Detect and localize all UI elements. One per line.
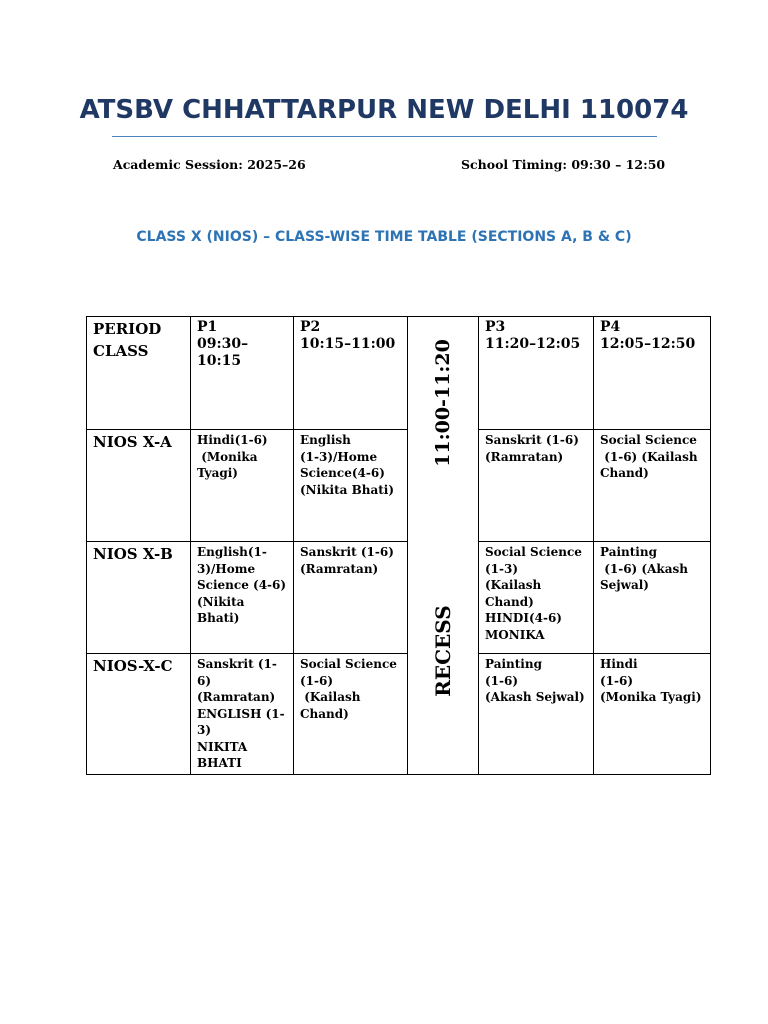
cell-text-line: (Monika Tyagi) xyxy=(600,690,702,704)
class-row-x-c xyxy=(87,654,711,775)
cell-text-line: Social Science xyxy=(485,545,582,559)
cell-text-line: (Akash Sejwal) xyxy=(485,690,585,704)
cell-text-line: Sejwal) xyxy=(600,578,649,592)
class-name-cell: NIOS X-A xyxy=(87,430,191,542)
cell-text-line: (1-3) xyxy=(485,561,519,576)
cell-text-line: Science (4-6) xyxy=(197,578,287,592)
timetable-subtitle: CLASS X (NIOS) – CLASS-WISE TIME TABLE (SECTIONS A, B & C) xyxy=(136,229,632,245)
period-time: 12:05–12:50 xyxy=(600,336,696,352)
recess-column xyxy=(408,317,479,775)
class-name-cell: NIOS X-B xyxy=(87,542,191,654)
cell-text-line: Sanskrit (1-6) xyxy=(197,657,277,688)
cell-text-line: (Ramratan) xyxy=(197,690,276,704)
cell-text-line: MONIKA xyxy=(485,627,545,642)
timetable-cell-p1 xyxy=(191,654,294,775)
cell-text-line: (1-6) (Kailash xyxy=(600,449,698,464)
period-name: P4 xyxy=(600,319,621,335)
cell-text-line: HINDI(4-6) xyxy=(485,611,562,625)
cell-text-line: (Nikita Bhati) xyxy=(197,594,249,625)
academic-session: Academic Session: 2025–26 xyxy=(113,157,306,172)
cell-text-line: Social Science xyxy=(300,657,397,671)
cell-text-line: (1-3)/Home xyxy=(300,449,378,464)
cell-text-line: Tyagi) xyxy=(197,466,238,480)
period-header-p1 xyxy=(191,317,294,430)
cell-text-line: BHATI xyxy=(197,756,242,770)
timetable-cell-p3 xyxy=(479,654,594,775)
period-header-p4 xyxy=(594,317,711,430)
cell-text-line: NIKITA xyxy=(197,739,248,754)
cell-text-line: (Monika xyxy=(197,449,258,464)
cell-text-line: (Kailash Chand) xyxy=(485,578,546,609)
title-underline xyxy=(112,136,657,137)
class-row-x-a xyxy=(87,430,711,542)
cell-text-line: (1-6) xyxy=(600,673,634,688)
class-row-x-b xyxy=(87,542,711,654)
corner-period-label: PERIOD xyxy=(93,320,162,338)
cell-text-line: Chand) xyxy=(300,706,349,721)
corner-class-label: CLASS xyxy=(93,342,149,360)
class-name-cell: NIOS-X-C xyxy=(87,654,191,775)
period-time: 09:30–10:15 xyxy=(197,336,249,369)
cell-text-line: (1-6) (Akash xyxy=(600,561,688,576)
cell-text-line: Hindi(1-6) xyxy=(197,433,268,447)
cell-text-line: ENGLISH (1- xyxy=(197,706,285,721)
document-title: ATSBV CHHATTARPUR NEW DELHI 110074 xyxy=(79,95,689,125)
cell-text-line: (Ramratan) xyxy=(485,449,564,464)
corner-cell xyxy=(87,317,191,430)
cell-text-line: Social Science xyxy=(600,433,697,447)
timetable-cell-p3 xyxy=(479,542,594,654)
cell-text-line: Sanskrit (1-6) xyxy=(300,545,394,559)
cell-text-line: English(1- xyxy=(197,545,267,559)
timetable-cell-p4 xyxy=(594,654,711,775)
period-header-p3 xyxy=(479,317,594,430)
timetable-cell-p2 xyxy=(294,430,408,542)
cell-text-line: Science(4-6) xyxy=(300,466,385,480)
period-name: P3 xyxy=(485,319,506,335)
cell-text-line: (Nikita Bhati) xyxy=(300,482,394,497)
cell-text-line: Chand) xyxy=(600,466,649,480)
cell-text-line: (1-6) xyxy=(300,673,334,688)
cell-text-line: Sanskrit (1-6) xyxy=(485,433,579,447)
period-time: 10:15–11:00 xyxy=(300,336,396,352)
period-name: P2 xyxy=(300,319,321,335)
cell-text-line: 3) xyxy=(197,723,212,737)
timetable-cell-p1 xyxy=(191,542,294,654)
period-name: P1 xyxy=(197,319,218,335)
cell-text-line: English xyxy=(300,433,351,447)
school-timing: School Timing: 09:30 – 12:50 xyxy=(461,157,666,172)
cell-text-line: (Kailash xyxy=(300,690,361,704)
timetable xyxy=(86,316,711,775)
recess-label: RECESS xyxy=(430,605,455,697)
period-time: 11:20–12:05 xyxy=(485,336,581,352)
period-header-p2 xyxy=(294,317,408,430)
cell-text-line: (Ramratan) xyxy=(300,561,379,576)
cell-text-line: 3)/Home xyxy=(197,561,256,576)
cell-text-line: Hindi xyxy=(600,657,638,671)
header-row xyxy=(87,317,711,430)
timetable-cell-p4 xyxy=(594,430,711,542)
cell-text-line: Painting xyxy=(600,545,657,559)
timetable-cell-p1 xyxy=(191,430,294,542)
timetable-cell-p2 xyxy=(294,542,408,654)
cell-text-line: (1-6) xyxy=(485,673,519,688)
timetable-cell-p4 xyxy=(594,542,711,654)
timetable-cell-p2 xyxy=(294,654,408,775)
timetable-cell-p3 xyxy=(479,430,594,542)
recess-time: 11:00-11:20 xyxy=(431,339,454,467)
cell-text-line: Painting xyxy=(485,657,542,671)
